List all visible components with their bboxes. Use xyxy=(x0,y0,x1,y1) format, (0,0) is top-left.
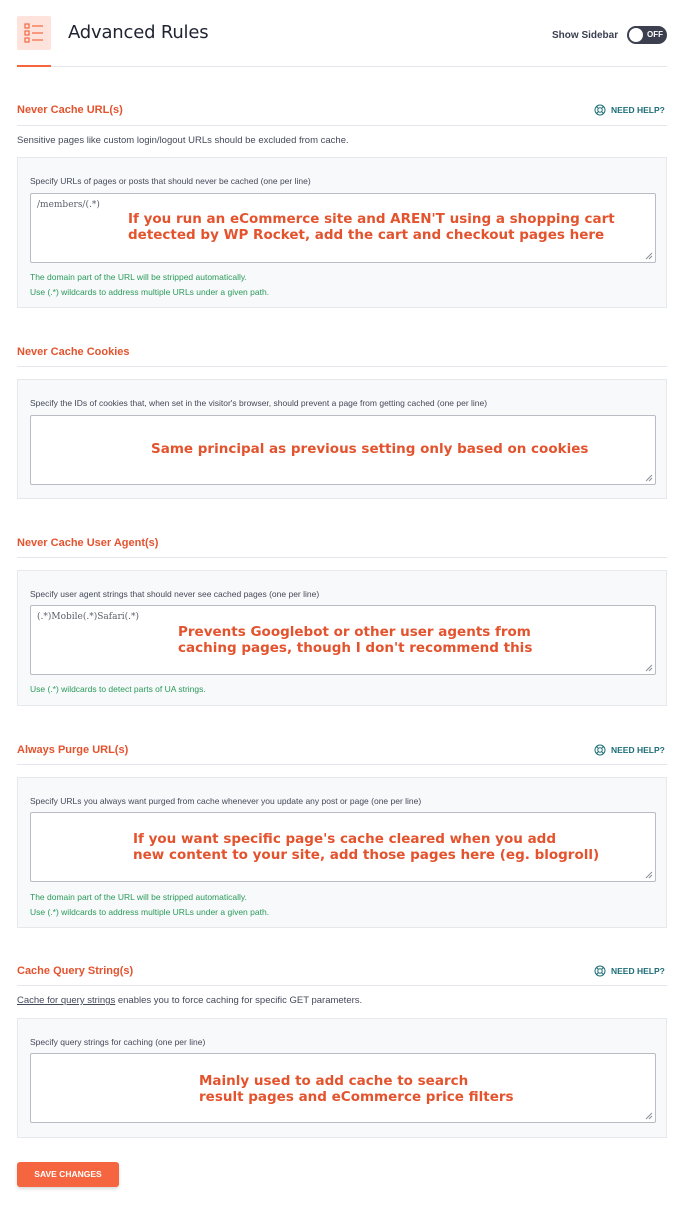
hint-text: Use (.*) wildcards to address multiple URLs under a given path. xyxy=(30,907,270,917)
resize-grip-icon[interactable] xyxy=(645,1112,653,1120)
section-title-never-cache-cookies: Never Cache Cookies xyxy=(17,346,130,358)
need-help-label: NEED HELP? xyxy=(611,745,665,755)
annotation-note: If you want specific page's cache cleared when you add new content to your site, add those pages here (eg. blogroll) xyxy=(133,831,600,863)
section-description xyxy=(17,995,362,1006)
need-help-link[interactable] xyxy=(594,744,665,756)
show-sidebar-label: Show Sidebar xyxy=(552,30,619,41)
section-divider xyxy=(17,557,667,558)
toggle-state-label: OFF xyxy=(647,30,663,39)
textarea-value: /members/(.*) xyxy=(37,200,100,210)
textarea-value: (.*)Mobile(.*)Safari(.*) xyxy=(37,612,140,622)
show-sidebar-toggle[interactable] xyxy=(627,26,667,44)
need-help-link[interactable] xyxy=(594,965,665,977)
section-title-always-purge-urls: Always Purge URL(s) xyxy=(17,744,129,756)
need-help-label: NEED HELP? xyxy=(611,966,665,976)
annotation-note: Mainly used to add cache to search result pages and eCommerce price filters xyxy=(199,1073,514,1105)
section-title-never-cache-urls: Never Cache URL(s) xyxy=(17,104,123,116)
need-help-label: NEED HELP? xyxy=(611,105,665,115)
field-label: Specify query strings for caching (one per line) xyxy=(30,1037,206,1047)
section-description: Sensitive pages like custom login/logout URLs should be excluded from cache. xyxy=(17,135,349,146)
resize-grip-icon[interactable] xyxy=(645,252,653,260)
resize-grip-icon[interactable] xyxy=(645,664,653,672)
lifebuoy-icon xyxy=(594,744,606,756)
annotation-note: Prevents Googlebot or other user agents from caching pages, though I don't recommend this xyxy=(178,624,533,656)
hint-text: The domain part of the URL will be stripped automatically. xyxy=(30,892,247,902)
toggle-knob xyxy=(629,28,643,42)
field-label: Specify the IDs of cookies that, when set in the visitor's browser, should prevent a page from getting cached (one per line) xyxy=(30,398,488,408)
cache-query-strings-panel xyxy=(17,1018,667,1138)
resize-grip-icon[interactable] xyxy=(645,474,653,482)
annotation-note: If you run an eCommerce site and AREN'T using a shopping cart detected by WP Rocket, add the cart and checkout pages here xyxy=(128,211,615,243)
section-title-cache-query-strings: Cache Query String(s) xyxy=(17,965,134,977)
never-cache-cookies-panel xyxy=(17,379,667,499)
annotation-note: Same principal as previous setting only based on cookies xyxy=(151,441,589,457)
lifebuoy-icon xyxy=(594,965,606,977)
field-label: Specify URLs of pages or posts that should never be cached (one per line) xyxy=(30,176,311,186)
page-header xyxy=(0,0,680,68)
rules-list-icon xyxy=(17,16,51,50)
section-divider xyxy=(17,764,667,765)
need-help-link[interactable] xyxy=(594,104,665,116)
description-rest: enables you to force caching for specific GET parameters. xyxy=(115,995,363,1006)
section-title-never-cache-user-agents: Never Cache User Agent(s) xyxy=(17,537,159,549)
hint-text: Use (.*) wildcards to address multiple URLs under a given path. xyxy=(30,287,270,297)
header-divider xyxy=(17,66,667,67)
header-accent-bar xyxy=(17,65,51,67)
field-label: Specify user agent strings that should never see cached pages (one per line) xyxy=(30,589,320,599)
cache-query-strings-link[interactable]: Cache for query strings xyxy=(17,995,116,1006)
field-label: Specify URLs you always want purged from cache whenever you update any post or page (one per line) xyxy=(30,796,422,806)
hint-text: The domain part of the URL will be stripped automatically. xyxy=(30,272,247,282)
section-divider xyxy=(17,366,667,367)
never-cache-urls-panel xyxy=(17,157,667,308)
section-divider xyxy=(17,125,667,126)
resize-grip-icon[interactable] xyxy=(645,871,653,879)
never-cache-user-agents-panel xyxy=(17,570,667,706)
always-purge-urls-panel xyxy=(17,777,667,928)
page-title: Advanced Rules xyxy=(68,22,209,43)
hint-text: Use (.*) wildcards to detect parts of UA strings. xyxy=(30,684,206,694)
save-changes-button[interactable]: SAVE CHANGES xyxy=(17,1162,119,1187)
section-divider xyxy=(17,985,667,986)
lifebuoy-icon xyxy=(594,104,606,116)
